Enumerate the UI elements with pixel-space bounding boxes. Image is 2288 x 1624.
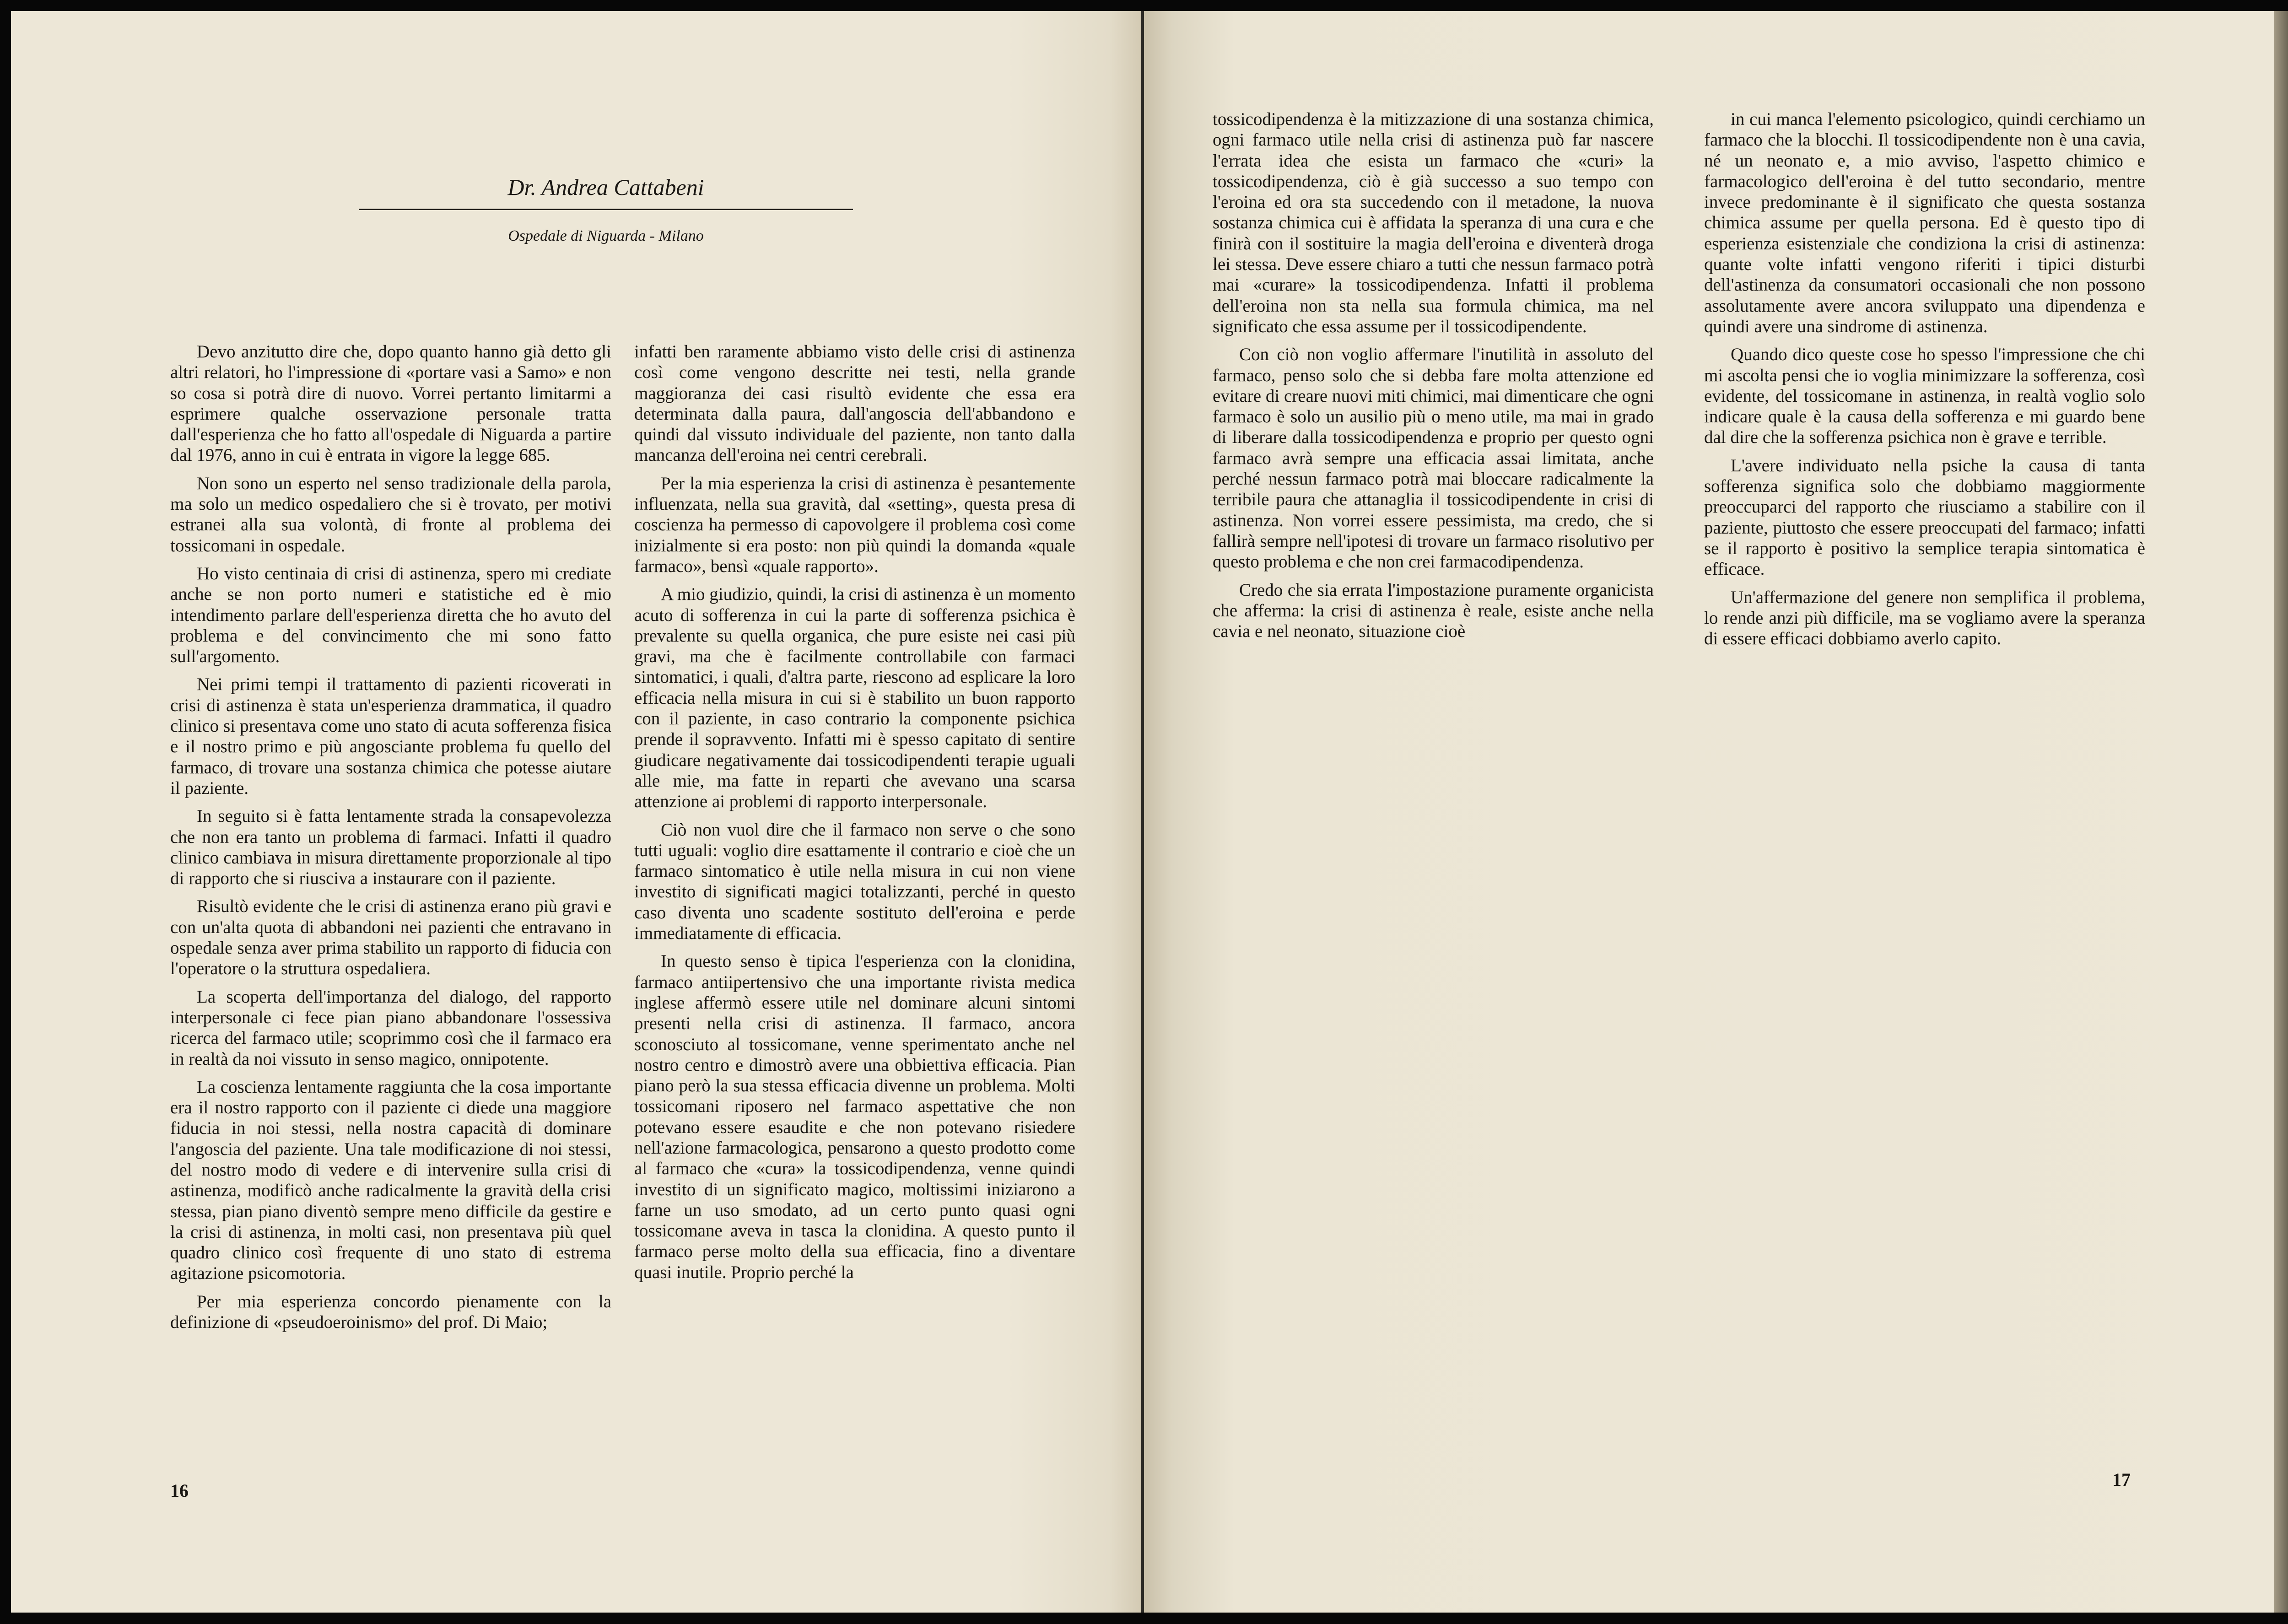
paragraph: Ho visto centinaia di crisi di astinenza, spero mi crediate anche se non porto numeri e statistiche ed è mio intendimento parlare dell'esperienza diretta che ho avuto del problema e del convincimento che mi sono fatto sull'argomento. bbox=[170, 563, 611, 667]
paragraph: Devo anzitutto dire che, dopo quanto hanno già detto gli altri relatori, ho l'impressione di «portare vasi a Samo» e non so cosa si potrà dire di nuovo. Vorrei pertanto limitarmi a esprimere qualche osservazione personale tratta dall'esperienza che ho fatto all'ospedale di Niguarda a partire dal 1976, anno in cui è entrata in vigore la legge 685. bbox=[170, 342, 611, 465]
paragraph: Non sono un esperto nel senso tradizionale della parola, ma solo un medico ospedaliero che si è trovato, per motivi estranei alla sua volontà, di fronte al problema dei tossicomani in ospedale. bbox=[170, 473, 611, 556]
paragraph: Per mia esperienza concordo pienamente con la definizione di «pseudoeroinismo» del prof. Di Maio; bbox=[170, 1291, 611, 1333]
paragraph: Ciò non vuol dire che il farmaco non serve o che sono tutti uguali: voglio dire esattamente il contrario e cioè che un farmaco sintomatico è utile nella misura in cui non viene investito di significati magici totalizzanti, perché in questo caso diventa uno scadente sostituto dell'eroina e perde immediatamente di efficacia. bbox=[634, 820, 1075, 944]
page-number-left: 16 bbox=[170, 1480, 189, 1501]
paragraph: Con ciò non voglio affermare l'inutilità in assoluto del farmaco, penso solo che si debba fare molta attenzione ed evitare di creare nuovi miti chimici, mai dimenticare che ogni farmaco è solo un ausilio più o meno utile, ma mai in grado di liberare dalla tossicodipendenza e proprio per questo ogni farmaco avrà sempre una efficacia assai limitata, anche perché nessun farmaco potrà mai bloccare radicalmente la terribile paura che attanaglia il tossicodipendente in crisi di astinenza. Non vorrei essere pessimista, ma credo, che si fallirà sempre nell'ipotesi di trovare un farmaco risolutivo per questo problema e che non crei farmacodipendenza. bbox=[1213, 345, 1654, 572]
page-edge bbox=[2274, 11, 2288, 1613]
text-column-right-1 bbox=[1213, 109, 1654, 649]
paragraph: in cui manca l'elemento psicologico, quindi cerchiamo un farmaco che la blocchi. Il tossicodipendente non è una cavia, né un neonato e, a mio avviso, l'aspetto chimico e farmacologico dell'eroina è del tutto secondario, mentre invece predominante è il significato che questa sostanza chimica assume per quella persona. Ed è questo tipo di esperienza esistenziale che condiziona la crisi di astinenza: quante volte infatti vengono riferiti i tipici disturbi dell'astinenza da consumatori occasionali che non possono assolutamente avere ancora sviluppato una dipendenza e quindi avere una sindrome di astinenza. bbox=[1704, 109, 2145, 336]
paragraph: A mio giudizio, quindi, la crisi di astinenza è un momento acuto di sofferenza in cui la parte di sofferenza psichica è prevalente su quella organica, che pure esiste nei casi più gravi, ma che è facilmente controllabile con farmaci sintomatici, i quali, d'altra parte, riescono ad esplicare la loro efficacia nella misura in cui si è stabilito un buon rapporto con il paziente, in caso contrario la componente psichica prende il sopravvento. Infatti mi è spesso capitato di sentire giudicare negativamente dai tossicodipendenti terapie uguali alle mie, ma fatte in reparti che avevano una scarsa attenzione ai problemi di rapporto interpersonale. bbox=[634, 584, 1075, 812]
paragraph: Nei primi tempi il trattamento di pazienti ricoverati in crisi di astinenza è stata un'esperienza drammatica, il quadro clinico si presentava come uno stato di acuta sofferenza fisica e il nostro primo e più angosciante problema fu quello del farmaco, di trovare una sostanza chimica che potesse aiutare il paziente. bbox=[170, 674, 611, 798]
paragraph: L'avere individuato nella psiche la causa di tanta sofferenza significa solo che dobbiamo maggiormente preoccuparci del rapporto che riusciamo a stabilire con il paziente, piuttosto che essere preoccupati del farmaco; infatti se il rapporto è positivo la semplice terapia sintomatica è efficace. bbox=[1704, 455, 2145, 579]
paragraph: Credo che sia errata l'impostazione puramente organicista che afferma: la crisi di astinenza è reale, esiste anche nella cavia e nel neonato, situazione cioè bbox=[1213, 580, 1654, 642]
paragraph: Per la mia esperienza la crisi di astinenza è pesantemente influenzata, nella sua gravità, dal «setting», questa presa di coscienza ha permesso di capovolgere il problema così come inizialmente si era posto: non più quindi la domanda «quale farmaco», bensì «quale rapporto». bbox=[634, 473, 1075, 576]
paragraph: infatti ben raramente abbiamo visto delle crisi di astinenza così come vengono descritte nei testi, nella grande maggioranza dei casi risultò evidente che essa era determinata dalla paura, dall'angoscia dell'abbandono e quindi dal vissuto individuale del paziente, non tanto dalla mancanza dell'eroina nei centri cerebrali. bbox=[634, 342, 1075, 465]
author-affiliation: Ospedale di Niguarda - Milano bbox=[508, 227, 704, 244]
paragraph: In questo senso è tipica l'esperienza con la clonidina, farmaco antiipertensivo che una importante rivista medica inglese affermò essere utile nel dominare alcuni sintomi presenti nella crisi di astinenza. Il farmaco, ancora sconosciuto al tossicomane, venne sperimentato anche nel nostro centro e dimostrò avere una obbiettiva efficacia. Pian piano però la sua stessa efficacia divenne un problema. Molti tossicomani riposero nel farmaco aspettative che non potevano essere esaudite e che non potevano risiedere nell'azione farmacologica, pensarono a questo prodotto come al farmaco che «cura» la tossicodipendenza, venne quindi investito di un significato magico, moltissimi iniziarono a farne un uso smodato, ad un certo punto quasi ogni tossicomane aveva in tasca la clonidina. A questo punto il farmaco perse molto della sua efficacia, fino a diventare quasi inutile. Proprio perché la bbox=[634, 951, 1075, 1282]
text-column-right-2 bbox=[1704, 109, 2145, 656]
text-column-left-1 bbox=[170, 341, 611, 1340]
paragraph: In seguito si è fatta lentamente strada la consapevolezza che non era tanto un problema di farmaci. Infatti il quadro clinico cambiava in misura direttamente proporzionale al tipo di rapporto che si riusciva a instaurare con il paziente. bbox=[170, 806, 611, 889]
text-column-left-2 bbox=[634, 341, 1075, 1290]
paragraph: tossicodipendenza è la mitizzazione di una sostanza chimica, ogni farmaco utile nella crisi di astinenza può far nascere l'errata idea che esista un farmaco che «curi» la tossicodipendenza, ciò è già successo a suo tempo con l'eroina ed ora sta succedendo con il metadone, la nuova sostanza chimica cui è affidata la speranza di una cura e che finirà con il sostituire la magia dell'eroina e diventerà droga lei stessa. Deve essere chiaro a tutti che nessun farmaco potrà mai «curare» la tossicodipendenza. Infatti il problema dell'eroina non sta nella sua formula chimica, ma nel significato che essa assume per il tossicodipendente. bbox=[1213, 109, 1654, 336]
paragraph: Un'affermazione del genere non semplifica il problema, lo rende anzi più difficile, ma se vogliamo avere la speranza di essere efficaci dobbiamo averlo capito. bbox=[1704, 587, 2145, 649]
page-number-right: 17 bbox=[2112, 1469, 2131, 1490]
author-name: Dr. Andrea Cattabeni bbox=[507, 174, 704, 200]
left-page bbox=[11, 11, 1143, 1613]
paragraph: Risultò evidente che le crisi di astinenza erano più gravi e con un'alta quota di abbandoni nei pazienti che entravano in ospedale senza aver prima stabilito un rapporto di fiducia con l'operatore o la struttura ospedaliera. bbox=[170, 896, 611, 979]
paragraph: La coscienza lentamente raggiunta che la cosa importante era il nostro rapporto con il paziente ci diede una maggiore fiducia in noi stessi, nella nostra capacità di dominare l'angoscia del paziente. Una tale modificazione di noi stessi, del nostro modo di vedere e di intervenire sulla crisi di astinenza, modificò anche radicalmente la gravità della crisi stessa, pian piano diventò sempre meno difficile da gestire e la crisi di astinenza, in molti casi, non presentava più quel quadro clinico così frequente di uno stato di estrema agitazione psicomotoria. bbox=[170, 1077, 611, 1284]
title-rule bbox=[359, 209, 853, 210]
paragraph: La scoperta dell'importanza del dialogo, del rapporto interpersonale ci fece pian piano abbandonare l'ossessiva ricerca del farmaco utile; scoprimmo così che il farmaco era in realtà da noi vissuto in senso magico, onnipotente. bbox=[170, 987, 611, 1069]
paragraph: Quando dico queste cose ho spesso l'impressione che chi mi ascolta pensi che io voglia minimizzare la sofferenza, così evidente, del tossicomane in astinenza, in realtà voglio solo indicare quale è la causa della sofferenza e mi guardo bene dal dire che la sofferenza psichica non è grave e terrible. bbox=[1704, 345, 2145, 448]
